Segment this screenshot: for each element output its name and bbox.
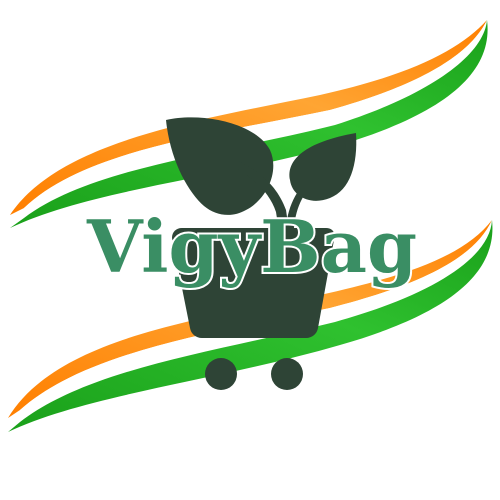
brand-name: VigyBag: [86, 204, 417, 289]
cart-right-wheel: [271, 358, 303, 390]
cart-left-wheel: [205, 358, 237, 390]
